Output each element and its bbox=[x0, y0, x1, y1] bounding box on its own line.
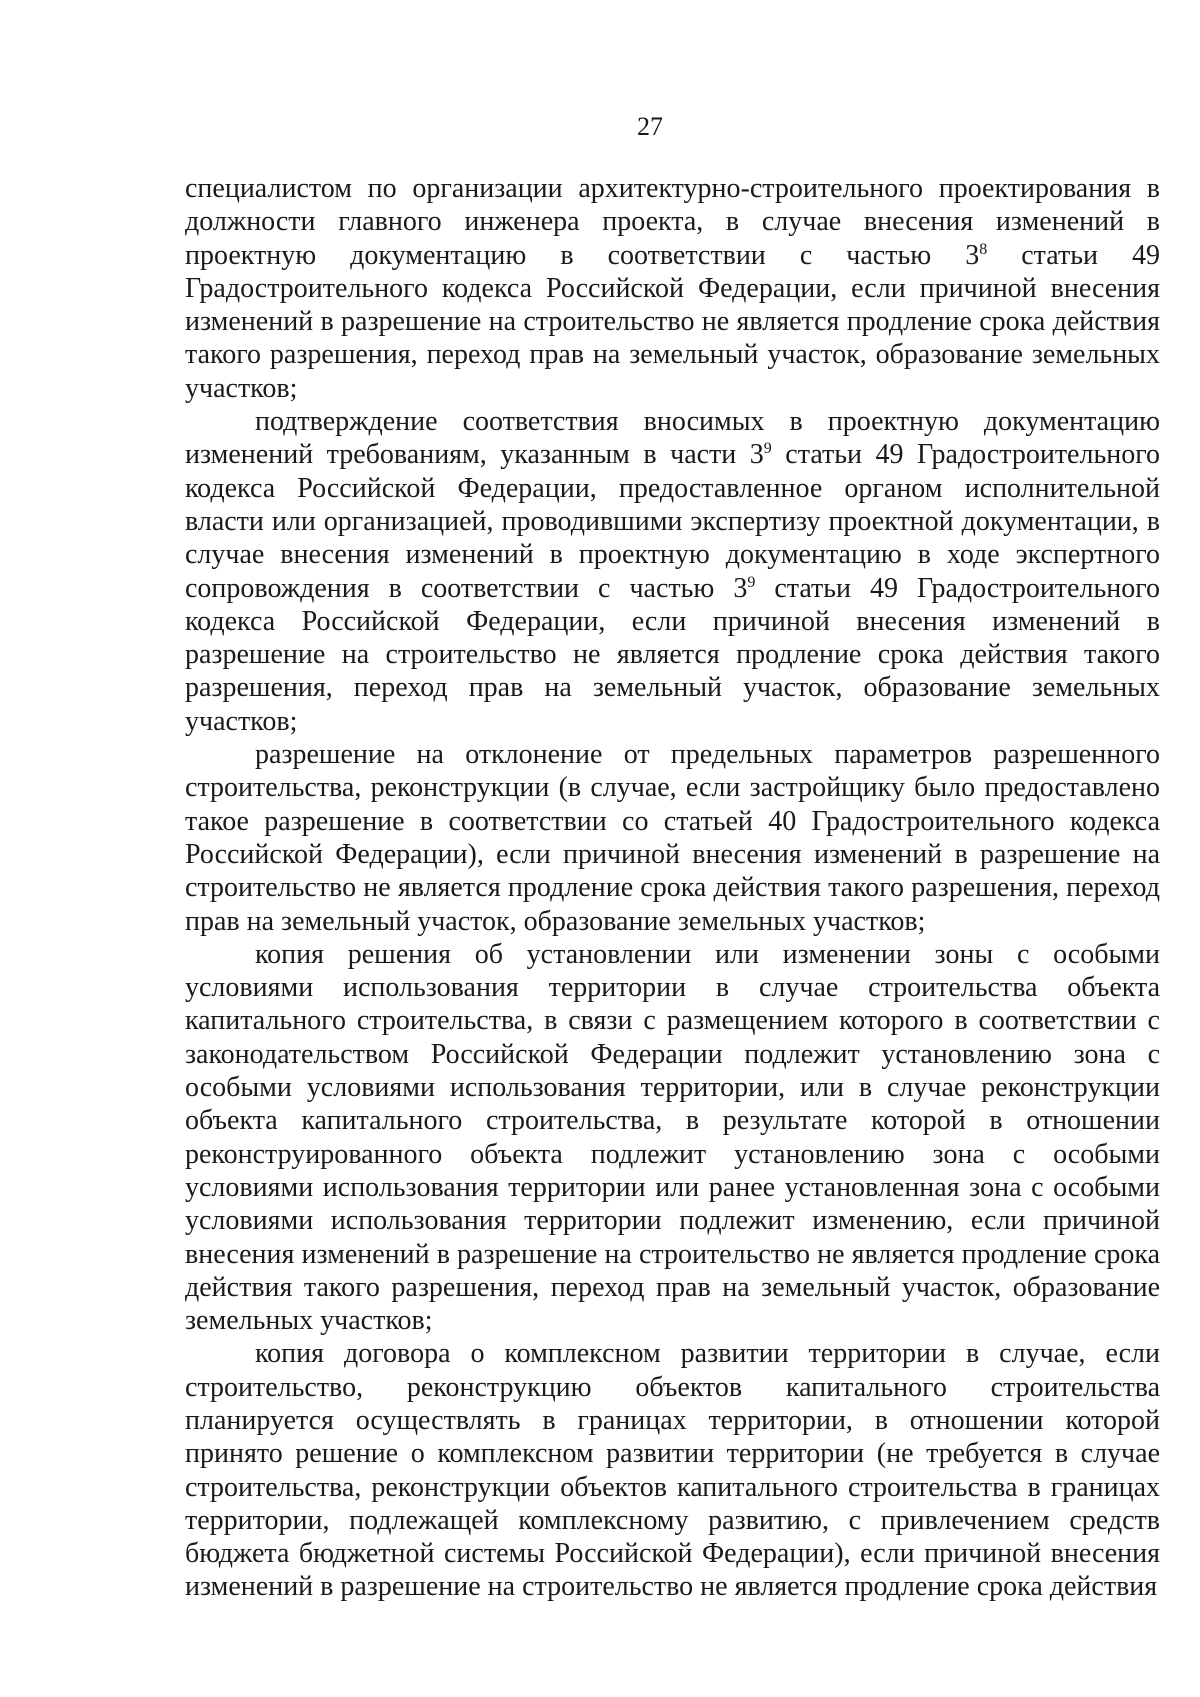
paragraph-text: статьи 49 Градостроительного кодекса Российской Федерации, предоставленное органом исполнительной власти или организацией, проводившими экспертизу проектной документации, в случае внесения изменений в проектную документацию в ходе экспертного сопровождения в соответствии с частью 3 bbox=[185, 439, 1160, 604]
superscript: 9 bbox=[747, 573, 756, 591]
superscript: 8 bbox=[979, 240, 988, 258]
paragraph-deviation-permit bbox=[185, 738, 1160, 938]
paragraph-text: специалистом по организации архитектурно-строительного проектирования в должности главного инженера проекта, в случае внесения изменений в проектную документацию в соответствии с частью 3 bbox=[185, 173, 1160, 271]
paragraph-text: статьи 49 Градостроительного кодекса Российской Федерации, если причиной внесения изменений в разрешение на строительство не является продление срока действия такого разрешения, переход прав на земельный участок, образование земельных участков; bbox=[185, 239, 1160, 404]
paragraph-complex-development-contract bbox=[185, 1337, 1160, 1603]
paragraph-special-zone-decision bbox=[185, 938, 1160, 1338]
superscript: 9 bbox=[763, 440, 772, 458]
paragraph-expertise-confirmation bbox=[185, 405, 1160, 738]
page-number: 27 bbox=[637, 112, 663, 141]
paragraph-text: подтверждение соответствия вносимых в проектную документацию изменений требованиям, указанным в части 3 bbox=[185, 406, 1160, 471]
paragraph-text: разрешение на отклонение от предельных параметров разрешенного строительства, реконструкции (в случае, если застройщику было предоставлено такое разрешение в соответствии со статьей 40 Градостроительного кодекса Российской Федерации), если причиной внесения изменений в разрешение на строительство не является продление срока действия такого разрешения, переход прав на земельный участок, образование земельных участков; bbox=[185, 739, 1160, 937]
paragraph-text: копия решения об установлении или изменении зоны с особыми условиями использования территории в случае строительства объекта капитального строительства, в связи с размещением которого в соответствии с законодательством Российской Федерации подлежит установлению зона с особыми условиями использования территории, или в случае реконструкции объекта капитального строительства, в результате которой в отношении реконструированного объекта подлежит установлению зона с особыми условиями использования территории или ранее установленная зона с особыми условиями использования территории подлежит изменению, если причиной внесения изменений в разрешение на строительство не является продление срока действия такого разрешения, переход прав на земельный участок, образование земельных участков; bbox=[185, 938, 1160, 1337]
paragraph-text: копия договора о комплексном развитии территории в случае, если строительство, реконструкцию объектов капитального строительства планируется осуществлять в границах территории, в отношении которой принято решение о комплексном развитии территории (не требуется в случае строительства, реконструкции объектов капитального строительства в границах территории, подлежащей комплексному развитию, с привлечением средств бюджета бюджетной системы Российской Федерации), если причиной внесения изменений в разрешение на строительство не является продление срока действия bbox=[185, 1338, 1160, 1603]
document-body bbox=[185, 172, 1160, 1604]
paragraph-text: статьи 49 Градостроительного кодекса Российской Федерации, если причиной внесения изменений в разрешение на строительство не является продление срока действия такого разрешения, переход прав на земельный участок, образование земельных участков; bbox=[185, 572, 1160, 737]
paragraph-specialist-chief-engineer bbox=[185, 172, 1160, 405]
